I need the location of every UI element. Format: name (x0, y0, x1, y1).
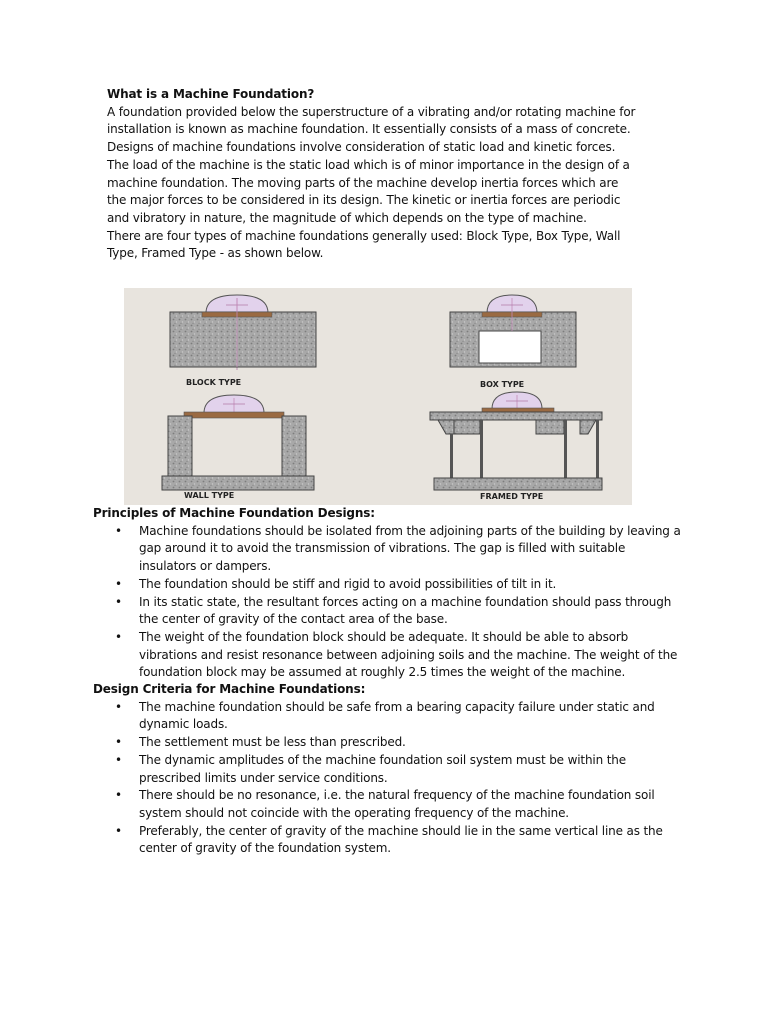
principles-heading: Principles of Machine Foundation Designs: (93, 506, 375, 520)
list-item-text: Machine foundations should be isolated from the adjoining parts of the building by leaving a gap around it to avoid the transmission of vibrations. The gap is filled with suitable insulators or dampers. (139, 523, 681, 574)
intro-section (107, 86, 637, 263)
list-item-text: The weight of the foundation block should be adequate. It should be able to absorb vibrations and resist resonance between adjoining soils and the machine. The weight of the foundation block may be assumed at roughly 2.5 times the weight of the machine. (139, 629, 678, 680)
bullet-icon: • (115, 699, 122, 714)
bullet-icon: • (115, 735, 122, 750)
list-item-text: The settlement must be less than prescribed. (139, 735, 406, 750)
list-item (93, 787, 683, 822)
criteria-list (93, 699, 683, 858)
list-item-text: There should be no resonance, i.e. the natural frequency of the machine foundation soil system should not coincide with the operating frequency of the machine. (139, 788, 655, 820)
bullet-icon: • (115, 788, 122, 803)
criteria-section (93, 681, 683, 858)
intro-paragraph: The load of the machine is the static load which is of minor importance in the design of a machine foundation. The moving parts of the machine develop inertia forces which are the major forces to be considered in its design. The kinetic or inertia forces are periodic and vibratory in nature, the magnitude of which depends on the type of machine. (107, 157, 630, 225)
list-item-text: The machine foundation should be safe from a bearing capacity failure under static and dynamic loads. (139, 699, 655, 732)
list-item (93, 752, 683, 787)
list-item-text: Preferably, the center of gravity of the machine should lie in the same vertical line as the center of gravity of the foundation system. (139, 823, 663, 856)
principles-list (93, 523, 683, 682)
list-item (93, 734, 683, 752)
bullet-icon: • (115, 576, 122, 591)
foundation-types-figure (124, 288, 632, 505)
intro-paragraph: There are four types of machine foundations generally used: Block Type, Box Type, Wall Type, Framed Type - as shown below. (107, 228, 621, 261)
list-item-text: The dynamic amplitudes of the machine foundation soil system must be within the prescribed limits under service conditions. (139, 752, 626, 785)
bullet-icon: • (115, 629, 122, 644)
framed-type-label: FRAMED TYPE (480, 492, 544, 501)
block-type-label: BLOCK TYPE (186, 378, 242, 387)
list-item (93, 699, 683, 734)
principles-section (93, 505, 683, 682)
list-item-text: In its static state, the resultant forces acting on a machine foundation should pass through the center of gravity of the contact area of the base. (139, 594, 672, 627)
wall-type-label: WALL TYPE (184, 491, 235, 500)
criteria-heading: Design Criteria for Machine Foundations: (93, 682, 366, 696)
list-item (93, 629, 683, 682)
list-item-text: The foundation should be stiff and rigid to avoid possibilities of tilt in it. (139, 576, 557, 591)
intro-paragraph: A foundation provided below the superstructure of a vibrating and/or rotating machine for installation is known as machine foundation. It essentially consists of a mass of concrete. Designs of machine foundations involve consideration of static load and kinetic forces. (107, 104, 636, 155)
list-item (93, 823, 683, 858)
bullet-icon: • (115, 594, 122, 609)
list-item (93, 594, 683, 629)
list-item (93, 523, 683, 576)
bullet-icon: • (115, 523, 122, 538)
bullet-icon: • (115, 752, 122, 767)
list-item (93, 576, 683, 594)
bullet-icon: • (115, 823, 122, 838)
intro-heading: What is a Machine Foundation? (107, 87, 315, 101)
box-type-label: BOX TYPE (480, 380, 525, 389)
